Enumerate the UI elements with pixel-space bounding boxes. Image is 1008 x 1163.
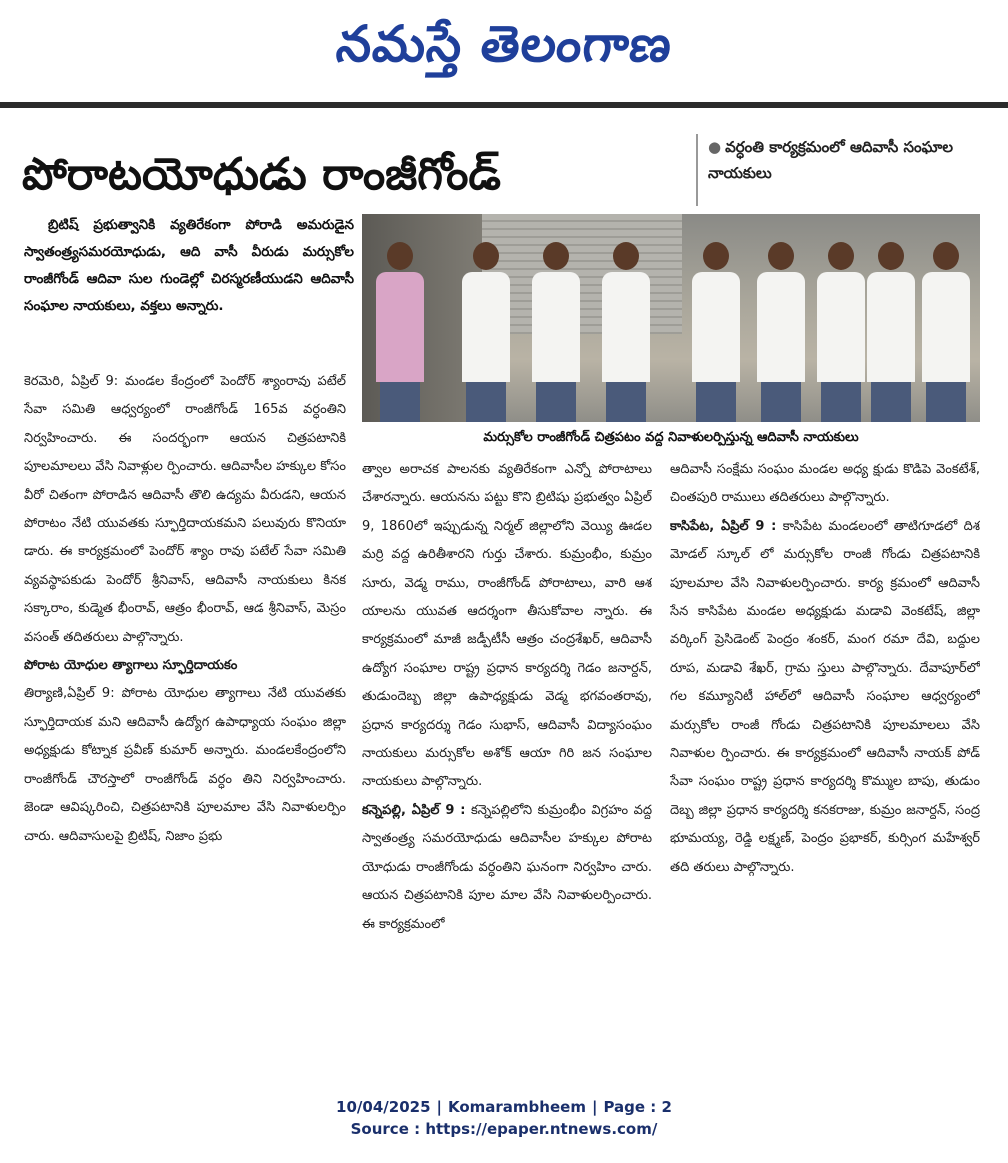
article-column-2 bbox=[362, 456, 652, 1068]
paragraph: త్వాల అరాచక పాలనకు వ్యతిరేకంగా ఎన్నో పోరాటాలు చేశారన్నారు. ఆయనను పట్టు కొని బ్రిటిషు ప్రభుత్వం ఏప్రిల్ 9, 1860లో ఇప్పుడున్న నిర్మల్ జిల్లాలోని వెయ్యి ఊడల మర్రి వద్ద ఉరితీశారని గుర్తు చేశారు. కుమ్రంభీం, కుమ్రం సూరు, వెడ్మ రాము, రాంజీగోండ్ పోరాటాలు, వారి ఆశ యాలను యువత ఆదర్శంగా తీసుకోవాల న్నారు. ఈ కార్యక్రమంలో మాజీ జడ్పీటీసీ ఆత్రం చంద్రశేఖర్, ఆదివాసీ ఉద్యోగ సంఘాల రాష్ట్ర ప్రధాన కార్యదర్శి గెడం జనార్దన్, తుడుందెబ్బ జిల్లా ఉపాధ్యక్షుడు వెడ్మ భగవంతరావు, ప్రధాన కార్యదర్శు గెడం సుభాస్, ఆదివాసీ విద్యాసంఘం నాయకులు మర్సుకోల అశోక్ ఆయా గిరి జన సంఘాల నాయకులు పాల్గొన్నారు. bbox=[362, 462, 652, 790]
subheading: పోరాట యోధుల త్యాగాలు స్ఫూర్తిదాయకం bbox=[24, 658, 238, 674]
photo-caption: మర్సుకోల రాంజీగోండ్ చిత్రపటం వద్ద నివాళులర్పిస్తున్న ఆదివాసీ నాయకులు bbox=[483, 430, 859, 445]
paragraph-text: కన్నెపల్లిలోని కుమ్రంభీం విగ్రహం వద్ద స్వాతంత్ర్య సమరయోధుడు ఆదివాసీల హక్కుల పోరాట యోధుడు రాంజీగోండు వర్ధంతిని ఘనంగా నిర్వహిం చారు. ఆయన చిత్రపటానికి పూల మాల వేసి నివాళులర్పించారు. ఈ కార్యక్రమంలో bbox=[362, 802, 652, 932]
photo-kicker bbox=[696, 134, 958, 206]
footer-meta bbox=[0, 1096, 1008, 1118]
photo-person bbox=[757, 242, 805, 422]
page-footer bbox=[0, 1096, 1008, 1152]
photo-person bbox=[692, 242, 740, 422]
photo-person bbox=[602, 242, 650, 422]
photo-person bbox=[817, 242, 865, 422]
footer-date: 10/04/2025 bbox=[336, 1098, 431, 1116]
photo-person bbox=[532, 242, 580, 422]
photo-person bbox=[462, 242, 510, 422]
photo-person bbox=[922, 242, 970, 422]
photo-kicker-text: వర్ధంతి కార్యక్రమంలో ఆదివాసీ సంఘాల నాయకులు bbox=[708, 138, 953, 182]
article-column-3 bbox=[670, 456, 980, 1068]
article-column-1 bbox=[24, 368, 346, 1068]
masthead-divider bbox=[0, 102, 1008, 108]
photo-person bbox=[867, 242, 915, 422]
dateline: కన్నెపల్లి, ఏప్రిల్ 9 : bbox=[362, 802, 466, 818]
footer-source[interactable]: Source : https://epaper.ntnews.com/ bbox=[350, 1120, 658, 1138]
paragraph: ఆదివాసీ సంక్షేమ సంఘం మండల అధ్య క్షుడు కొడిపె వెంకటేశ్, చింతపురి రాములు తదితరులు పాల్గొన్నారు. bbox=[670, 462, 980, 506]
paragraph: కెరమెరి, ఏప్రిల్ 9: మండల కేంద్రంలో పెందోర్ శ్యాంరావు పటేల్ సేవా సమితి ఆధ్వర్యంలో రాంజీగోండ్ 165వ వర్ధంతిని నిర్వహించారు. ఈ సందర్భంగా ఆయన చిత్రపటానికి పూలమాలలు వేసి నివాళ్లుల ర్పించారు. ఆదివాసీల హక్కుల కోసం వీరో చితంగా పోరాడిన ఆదివాసీ తొలి ఉద్యమ వీరుడని, ఆయన పోరాటం నేటి యువతకు స్ఫూర్తిదాయకమని పలువురు కొనియా డారు. ఈ కార్యక్రమంలో పెందోర్ శ్యాం రావు పటేల్ సేవా సమితి వ్యవస్థాపకుడు పెందోర్ శ్రీనివాస్, ఆదివాసీ నాయకులు కినక సక్కారాం, కుడ్మెత భీంరావ్, ఆత్రం భీంరావ్, ఆడ శ్రీనివాస్, మెస్రం వసంత్ తదితరులు పాల్గొన్నారు. bbox=[24, 374, 346, 645]
paragraph: తిర్యాణి,ఏప్రిల్ 9: పోరాట యోధుల త్యాగాలు నేటి యువతకు స్ఫూర్తిదాయక మని ఆదివాసీ ఉద్యోగ ఉపాధ్యాయ సంఘం జిల్లా అధ్యక్షుడు కోట్నాక ప్రవీణ్ కుమార్ అన్నారు. మండలకేంద్రంలోని రాంజీగోండ్ చౌరస్తాలో రాంజీగోండ్ వర్ధం తిని నిర్వహించారు. జెండా ఆవిష్కరించి, చిత్రపటానికి పూలమాల వేసి నివాళులర్పిం చారు. ఆదివాసులపై బ్రిటిష్, నిజాం ప్రభు bbox=[24, 686, 346, 844]
footer-separator: | bbox=[591, 1098, 598, 1116]
article-headline: పోరాటయోధుడు రాంజీగోండ్ bbox=[22, 149, 501, 200]
bullet-icon: ● bbox=[708, 138, 722, 156]
photo-person bbox=[376, 242, 424, 422]
paragraph bbox=[362, 797, 652, 939]
newspaper-logo: నమస్తే తెలంగాణ bbox=[333, 14, 676, 73]
photo-shutter bbox=[482, 214, 682, 334]
article-lead: బ్రిటిష్ ప్రభుత్వానికి వ్యతిరేకంగా పోరాడి అమరుడైన స్వాతంత్ర్యసమరయోధుడు, ఆది వాసీ వీరుడు మర్సుకోల రాంజీగోండ్ ఆదివా సుల గుండెల్లో చిరస్మరణీయుడని ఆదివాసీ సంఘాల నాయకులు, వక్తలు అన్నారు. bbox=[24, 217, 354, 314]
paragraph bbox=[670, 513, 980, 882]
footer-page: Page : 2 bbox=[603, 1098, 672, 1116]
footer-edition: Komarambheem bbox=[447, 1098, 586, 1116]
dateline: కాసిపేట, ఏప్రిల్ 9 : bbox=[670, 518, 777, 534]
article-photo bbox=[362, 214, 980, 422]
paragraph-text: కాసిపేట మండలంలో తాటిగూడలో దిశ మోడల్ స్కూల్ లో మర్సుకోల రాంజీ గోండు చిత్రపటానికి పూలమాల వేసి నివాళులర్పించారు. కార్య క్రమంలో ఆదివాసీ సేన కాసిపేట మండల అధ్యక్షుడు మడావి వెంకటేష్, జిల్లా వర్కింగ్ ప్రెసిడెంట్ పెంద్రం శంకర్, మంగ రమా దేవి, బద్దుల రూప, మడావి శేఖర్, గ్రామ స్తులు పాల్గొన్నారు. దేవాపూర్‌లో గల కమ్యూనిటీ హాల్‌లో ఆదివాసీ సంఘాల ఆధ్వర్యంలో మర్సుకోల రాంజీ గోండు చిత్రపటానికి పూలమాలలు వేసి నివాళుల ర్పించారు. ఈ కార్యక్రమంలో ఆదివాసీ నాయక్ పోడ్ సేవా సంఘం రాష్ట్ర ప్రధాన కార్యదర్శి కొమ్ముల బాపు, తుడుం దెబ్బ జిల్లా ప్రధాన కార్యదర్శి కనకరాజు, కుమ్రం జనార్దన్, సంద్ర భూమయ్య, రెడ్డి లక్ష్మణ్, పెంద్రం ప్రభాకర్, కుర్సింగ మహేశ్వర్ తది తరులు పాల్గొన్నారు. bbox=[670, 518, 980, 875]
footer-separator: | bbox=[436, 1098, 442, 1116]
masthead bbox=[0, 0, 1008, 100]
